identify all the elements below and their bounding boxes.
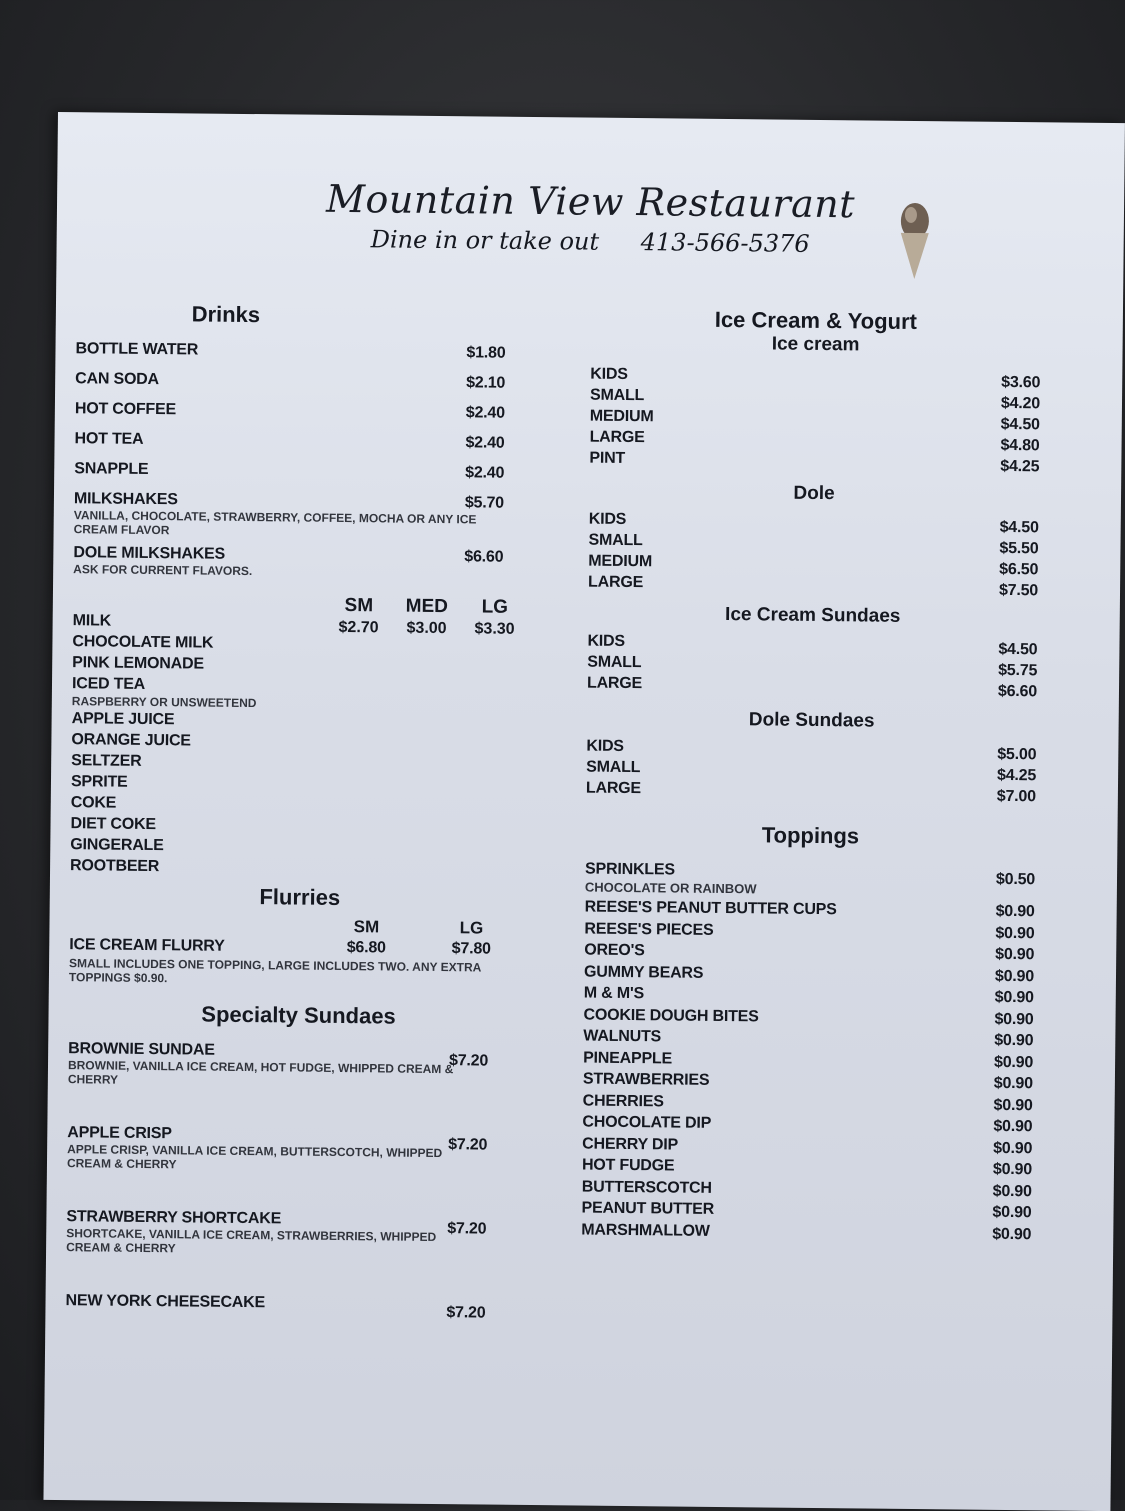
sized-drink-name: SELTZER	[71, 752, 142, 770]
flurry-size-lg: LG	[459, 918, 484, 938]
drink-item	[74, 460, 534, 483]
specialty-note: SHORTCAKE, VANILLA ICE CREAM, STRAWBERRIES, WHIPPED CREAM & CHERRY	[66, 1226, 437, 1256]
phone-number: 413-566-5376	[640, 228, 810, 258]
toppings-heading: Toppings	[761, 822, 860, 849]
dole-size: SMALL	[588, 531, 643, 550]
specialty-list	[65, 1040, 528, 1322]
topping-name: MARSHMALLOW	[581, 1221, 710, 1240]
flurry-price-sm: $6.80	[346, 939, 386, 957]
subtitle	[57, 222, 1124, 261]
topping-price: $0.90	[994, 988, 1034, 1007]
dole_sundaes-price: $7.00	[996, 787, 1036, 806]
drink-item	[75, 370, 535, 393]
drink-row	[75, 400, 505, 423]
dole_sundaes-row	[586, 778, 1036, 804]
icecream-size: MEDIUM	[589, 407, 654, 426]
topping-price: $0.90	[992, 1203, 1032, 1222]
icecream-price: $4.20	[1000, 394, 1041, 413]
sundaes-row	[587, 673, 1037, 699]
topping-name: M & M'S	[583, 984, 645, 1003]
sundaes-price: $4.50	[998, 640, 1038, 659]
drink-name: SNAPPLE	[74, 460, 149, 478]
sized-drink-name: DIET COKE	[70, 815, 156, 834]
topping-name: STRAWBERRIES	[582, 1070, 710, 1089]
drink-size-price: $3.00	[406, 619, 447, 638]
drink-item	[74, 490, 534, 541]
sundaes-size: LARGE	[586, 674, 643, 693]
drink-item	[75, 400, 535, 423]
topping-price: $0.90	[995, 902, 1035, 921]
topping-price: $0.90	[994, 967, 1035, 985]
tagline: Dine in or take out	[370, 225, 600, 256]
drink-size-price: $2.70	[338, 618, 379, 637]
dole_sundaes-size: KIDS	[586, 737, 624, 755]
drink-item	[73, 544, 533, 581]
topping-name: REESE'S PIECES	[584, 920, 714, 939]
specialty-heading: Specialty Sundaes	[201, 1001, 396, 1029]
icecream-list	[589, 364, 1040, 474]
drinks-list	[73, 340, 535, 581]
drink-name: MILKSHAKES	[73, 490, 178, 509]
sized-drink-items	[70, 610, 257, 878]
specialty-item	[65, 1292, 525, 1322]
topping-name: CHERRY DIP	[582, 1135, 679, 1154]
drink-price: $6.60	[464, 548, 504, 566]
topping-name: SPRINKLES	[585, 860, 675, 879]
dole-sundaes-list	[586, 736, 1037, 804]
menu-sheet	[43, 112, 1124, 1511]
sized-drink-name: ICED TEA	[71, 675, 146, 693]
drink-row	[75, 340, 505, 363]
sundaes-size: SMALL	[587, 653, 642, 672]
sundaes-heading: Ice Cream Sundaes	[725, 604, 901, 627]
dole-sundaes-heading: Dole Sundaes	[748, 709, 875, 732]
specialty-item	[66, 1208, 526, 1259]
sized-drink-name: CHOCOLATE MILK	[72, 633, 214, 652]
topping-name: CHOCOLATE DIP	[582, 1113, 712, 1132]
sized-drink-name: ORANGE JUICE	[71, 731, 191, 750]
left-column	[65, 300, 536, 1353]
dole-row	[588, 572, 1038, 598]
sundaes-list	[587, 631, 1038, 699]
sized-drink-name: MILK	[72, 612, 112, 630]
drink-name: CAN SODA	[75, 370, 160, 389]
sundaes-size: KIDS	[587, 632, 626, 650]
menu-header	[57, 174, 1125, 261]
drink-name: HOT COFFEE	[74, 400, 177, 419]
drink-price: $2.10	[466, 374, 506, 392]
topping-price: $0.90	[993, 1139, 1033, 1157]
flurry-item	[69, 936, 529, 959]
icecream-size: KIDS	[590, 365, 628, 383]
icecream-price: $4.50	[1000, 415, 1040, 434]
icecream-subheading: Ice cream	[771, 333, 860, 356]
dole-size: LARGE	[588, 573, 644, 592]
specialty-row	[65, 1292, 486, 1322]
restaurant-name: Mountain View Restaurant	[325, 176, 856, 227]
specialty-note: APPLE CRISP, VANILLA ICE CREAM, BUTTERSCOTCH, WHIPPED CREAM & CHERRY	[66, 1142, 443, 1172]
drink-price: $1.80	[466, 344, 506, 362]
drink-note: VANILLA, CHOCOLATE, STRAWBERRY, COFFEE, MOCHA OR ANY ICE CREAM FLAVOR	[73, 508, 477, 538]
icecream-row	[589, 448, 1039, 474]
specialty-item	[68, 1040, 528, 1091]
flurry-block	[68, 914, 530, 986]
topping-price: $0.50	[995, 870, 1036, 889]
topping-price: $0.90	[995, 945, 1035, 964]
topping-price: $0.90	[994, 1010, 1034, 1028]
flurry-size-headers	[331, 917, 541, 939]
drink-price: $2.40	[465, 464, 505, 482]
topping-name: OREO'S	[584, 941, 645, 960]
specialty-name: APPLE CRISP	[67, 1124, 172, 1143]
flurry-name: ICE CREAM FLURRY	[69, 936, 225, 955]
icecream-size: LARGE	[589, 428, 645, 447]
drinks-heading: Drinks	[191, 301, 261, 328]
drink-size-header: SM	[344, 595, 374, 617]
sized-drink-name: APPLE JUICE	[71, 710, 175, 729]
drink-name: BOTTLE WATER	[75, 340, 199, 359]
dole-size: KIDS	[588, 510, 627, 528]
drink-size-header: LG	[481, 596, 509, 618]
sundaes-price: $6.60	[997, 682, 1038, 701]
drink-size-header: MED	[405, 595, 449, 618]
specialty-price: $7.20	[447, 1220, 487, 1238]
topping-price: $0.90	[992, 1225, 1032, 1243]
topping-name: WALNUTS	[583, 1027, 662, 1046]
specialty-price: $7.20	[446, 1304, 486, 1322]
dole-list	[588, 509, 1039, 598]
flurry-size-sm: SM	[353, 917, 380, 937]
icecream-heading: Ice Cream & Yogurt	[714, 306, 918, 335]
toppings-list	[581, 861, 1035, 1246]
dole_sundaes-price: $5.00	[997, 745, 1037, 764]
specialty-item	[67, 1124, 527, 1175]
icecream-price: $4.25	[1000, 457, 1040, 476]
topping-price: $0.90	[993, 1117, 1033, 1136]
specialty-name: STRAWBERRY SHORTCAKE	[66, 1208, 282, 1228]
topping-name: COOKIE DOUGH BITES	[583, 1006, 759, 1025]
drink-size-prices	[325, 619, 529, 639]
topping-price: $0.90	[993, 1053, 1034, 1071]
dole-heading: Dole	[793, 482, 835, 505]
drink-row	[74, 430, 504, 453]
sized-drink-name: GINGERALE	[70, 836, 164, 855]
drink-row	[75, 370, 505, 393]
topping-sprinkles-note: CHOCOLATE OR RAINBOW	[584, 879, 757, 897]
sized-drink-name: SPRITE	[70, 773, 128, 791]
icecream-price: $3.60	[1001, 373, 1041, 392]
dole_sundaes-size: LARGE	[585, 779, 642, 798]
topping-price: $0.90	[992, 1160, 1033, 1179]
dole-price: $4.50	[999, 518, 1039, 537]
flurry-price-lg: $7.80	[451, 940, 491, 958]
topping-name: GUMMY BEARS	[583, 963, 704, 982]
topping-price: $0.90	[995, 924, 1035, 942]
specialty-price: $7.20	[448, 1136, 488, 1154]
drink-price: $2.40	[465, 404, 505, 422]
drink-item	[74, 430, 534, 453]
dole_sundaes-price: $4.25	[996, 766, 1037, 785]
drink-price: $2.40	[465, 434, 505, 452]
drink-name: HOT TEA	[74, 430, 144, 448]
topping-price: $0.90	[993, 1096, 1033, 1114]
topping-name: CHERRIES	[582, 1092, 664, 1110]
topping-name: HOT FUDGE	[581, 1156, 675, 1175]
sundaes-price: $5.75	[998, 661, 1038, 680]
ice-cream-cone-icon	[892, 191, 937, 281]
topping-price: $0.90	[994, 1031, 1034, 1050]
sized-drink-name: COKE	[70, 794, 117, 812]
topping-row	[581, 1219, 1031, 1245]
topping-price: $0.90	[992, 1182, 1032, 1200]
drink-price: $5.70	[464, 494, 505, 512]
specialty-note: BROWNIE, VANILLA ICE CREAM, HOT FUDGE, WHIPPED CREAM & CHERRY	[67, 1058, 454, 1087]
flurries-heading: Flurries	[259, 884, 341, 910]
drink-row	[74, 460, 504, 483]
right-column	[581, 306, 1041, 1246]
topping-name: REESE'S PEANUT BUTTER CUPS	[584, 898, 837, 919]
flurry-note: SMALL INCLUDES ONE TOPPING, LARGE INCLUDES TWO. ANY EXTRA TOPPINGS $0.90.	[68, 956, 481, 986]
topping-name: PINEAPPLE	[583, 1049, 673, 1067]
drink-size-price: $3.30	[474, 620, 515, 638]
drink-size-headers	[325, 595, 529, 619]
topping-name: PEANUT BUTTER	[581, 1199, 715, 1218]
dole-price: $6.50	[999, 560, 1039, 579]
dole-size: MEDIUM	[588, 552, 653, 571]
drink-note: ASK FOR CURRENT FLAVORS.	[73, 562, 253, 579]
icecream-price: $4.80	[1000, 436, 1040, 455]
icecream-size: SMALL	[589, 386, 645, 405]
sized-drink-name: ROOTBEER	[70, 857, 160, 876]
specialty-price: $7.20	[448, 1052, 489, 1070]
dole_sundaes-size: SMALL	[586, 758, 641, 777]
drink-item	[75, 340, 535, 363]
topping-items	[581, 897, 1035, 1246]
dole-price: $5.50	[999, 539, 1039, 558]
topping-name: BUTTERSCOTCH	[581, 1178, 712, 1197]
drink-name: DOLE MILKSHAKES	[73, 544, 226, 563]
specialty-name: BROWNIE SUNDAE	[68, 1040, 215, 1059]
sized-drinks	[70, 592, 533, 887]
iced-tea-note: RASPBERRY OR UNSWEETEND	[71, 694, 257, 711]
icecream-size: PINT	[589, 449, 626, 467]
sized-drink-name: PINK LEMONADE	[72, 654, 204, 673]
dole-price: $7.50	[998, 581, 1039, 600]
specialty-name: NEW YORK CHEESECAKE	[65, 1292, 266, 1312]
topping-price: $0.90	[993, 1074, 1033, 1093]
